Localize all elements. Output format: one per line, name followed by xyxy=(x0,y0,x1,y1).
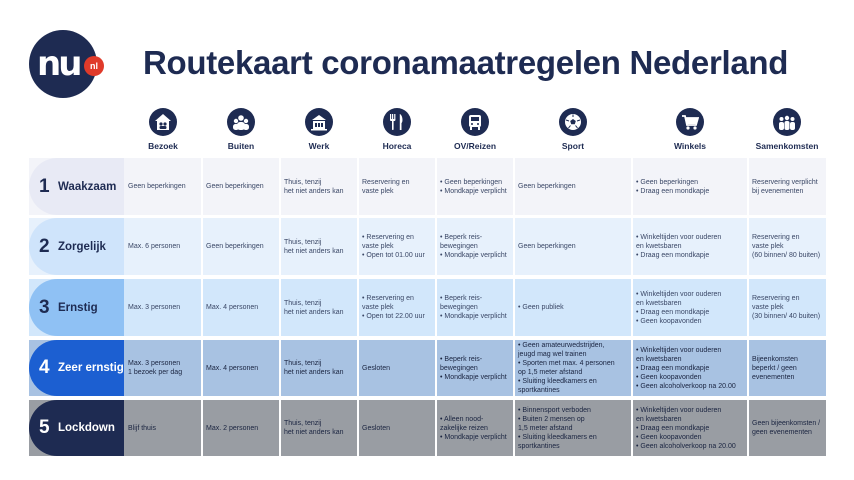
level-badge xyxy=(29,340,124,396)
nu-nl-logo xyxy=(29,30,97,98)
page-title: Routekaart coronamaatregelen Nederland xyxy=(143,44,789,81)
column-divider xyxy=(747,279,749,336)
level-badge xyxy=(29,279,124,336)
column-divider xyxy=(357,218,359,275)
measure-cell-bezoek xyxy=(124,279,202,336)
measure-cell-sport xyxy=(514,400,632,456)
measure-cell-werk xyxy=(280,340,358,396)
column-divider xyxy=(357,158,359,215)
level-number: 1 xyxy=(39,175,50,197)
measure-text: • Open tot 01.00 uur xyxy=(362,252,425,259)
column-divider xyxy=(435,158,437,215)
column-divider xyxy=(357,279,359,336)
measure-cell-sport xyxy=(514,218,632,275)
measure-text: 1,5 meter afstand xyxy=(518,424,573,432)
measure-cell-ov-reizen xyxy=(436,400,514,456)
measure-cell-winkels xyxy=(632,400,748,456)
measure-text: • Mondkapje verplicht xyxy=(440,252,507,259)
measure-text: • Mondkapje verplicht xyxy=(440,187,507,195)
measure-text: • Draag een mondkapje xyxy=(636,252,710,259)
measure-text: Max. 3 personen xyxy=(128,304,181,311)
measure-text: Blijf thuis xyxy=(128,424,157,432)
measure-cell-horeca xyxy=(358,400,436,456)
bus-icon xyxy=(461,108,489,136)
measure-text: • Open tot 22.00 uur xyxy=(362,313,425,320)
measure-text: bewegingen xyxy=(440,304,478,311)
cutlery-icon xyxy=(383,108,411,136)
level-badge xyxy=(29,158,124,215)
column-header-sport xyxy=(514,108,632,152)
measure-text: • Winkeltijden voor ouderen xyxy=(636,406,722,414)
level-row-1 xyxy=(29,158,826,215)
logo-text: nu xyxy=(37,44,80,84)
measure-text: • Geen publiek xyxy=(518,304,564,311)
column-header-bezoek xyxy=(124,108,202,152)
measure-cell-bezoek xyxy=(124,340,202,396)
measure-text: zakelijke reizen xyxy=(440,424,488,432)
column-divider xyxy=(747,340,749,396)
measure-cell-winkels xyxy=(632,158,748,215)
measure-cell-buiten xyxy=(202,279,280,336)
group-people-icon xyxy=(227,108,255,136)
measure-cell-ov-reizen xyxy=(436,218,514,275)
measure-text: vaste plek xyxy=(752,304,784,311)
column-divider xyxy=(279,340,281,396)
measure-text: vaste plek xyxy=(362,304,394,311)
measure-text: vaste plek xyxy=(362,187,394,195)
measure-text: • Reservering en xyxy=(362,295,414,302)
measure-cell-ov-reizen xyxy=(436,279,514,336)
column-header-samenkomsten xyxy=(748,108,826,152)
measure-text: • Sluiting kleedkamers en xyxy=(518,433,597,441)
measure-text: • Alleen nood- xyxy=(440,415,484,423)
measure-text: Geen beperkingen xyxy=(206,183,264,190)
measure-text: • Beperk reis- xyxy=(440,295,483,302)
column-divider xyxy=(631,218,633,275)
measure-text: het niet anders kan xyxy=(284,369,344,376)
measure-text: bij evenementen xyxy=(752,187,804,195)
measure-text: (60 binnen/ 80 buiten) xyxy=(752,252,821,259)
measure-text: 1 bezoek per dag xyxy=(128,369,183,376)
measure-text: • Geen alcoholverkoop na 20.00 xyxy=(636,442,736,450)
measure-cell-horeca xyxy=(358,158,436,215)
measure-text: evenementen xyxy=(752,373,795,381)
column-divider xyxy=(513,279,515,336)
column-header-horeca xyxy=(358,108,436,152)
measure-text: Reservering en xyxy=(752,295,800,302)
measure-text: vaste plek xyxy=(752,243,784,250)
measure-cell-horeca xyxy=(358,340,436,396)
measure-cell-sport xyxy=(514,279,632,336)
measure-text: • Geen koopavonden xyxy=(636,373,702,381)
measure-text: • Geen alcoholverkoop na 20.00 xyxy=(636,382,736,390)
column-divider xyxy=(201,340,203,396)
football-icon xyxy=(559,108,587,136)
crowd-icon xyxy=(773,108,801,136)
measure-text: • Draag een mondkapje xyxy=(636,308,710,316)
level-row-4 xyxy=(29,340,826,396)
measure-cell-winkels xyxy=(632,340,748,396)
column-label: Samenkomsten xyxy=(755,141,819,151)
measure-cell-buiten xyxy=(202,400,280,456)
column-label: Werk xyxy=(308,141,330,151)
measure-text: en kwetsbaren xyxy=(636,355,682,363)
measure-cell-winkels xyxy=(632,218,748,275)
measure-text: • Sporten met max. 4 personen xyxy=(518,360,615,367)
measure-text: (30 binnen/ 40 buiten) xyxy=(752,313,821,320)
column-divider xyxy=(201,279,203,336)
column-divider xyxy=(747,218,749,275)
measure-cell-sport xyxy=(514,158,632,215)
level-name: Zeer ernstig xyxy=(58,362,124,374)
measure-text: • Winkeltijden voor ouderen xyxy=(636,234,722,241)
measure-cell-buiten xyxy=(202,340,280,396)
column-label: Bezoek xyxy=(148,141,178,151)
measure-text: • Buiten 2 mensen op xyxy=(518,415,585,423)
measure-cell-bezoek xyxy=(124,218,202,275)
measure-text: Thuis, tenzij xyxy=(284,238,322,246)
column-divider xyxy=(435,400,437,456)
measure-text: sportkantines xyxy=(518,387,560,394)
measure-text: Reservering en xyxy=(752,234,800,241)
measure-text: • Winkeltijden voor ouderen xyxy=(636,346,722,354)
measure-cell-samenkomsten xyxy=(748,340,826,396)
measure-text: • Sluiting kleedkamers en xyxy=(518,378,597,385)
measure-cell-bezoek xyxy=(124,158,202,215)
measure-text: Geen bijeenkomsten / xyxy=(752,420,821,427)
column-divider xyxy=(513,218,515,275)
measure-cell-werk xyxy=(280,279,358,336)
level-row-3 xyxy=(29,279,826,336)
column-label: Sport xyxy=(561,141,585,151)
measure-text: • Binnensport verboden xyxy=(518,406,591,414)
column-divider xyxy=(435,279,437,336)
level-number: 4 xyxy=(39,357,50,378)
measure-cell-werk xyxy=(280,400,358,456)
column-header-winkels xyxy=(632,108,748,152)
level-number: 2 xyxy=(39,235,50,257)
column-header-ov-reizen xyxy=(436,108,514,152)
measure-text: en kwetsbaren xyxy=(636,299,682,307)
column-divider xyxy=(747,400,749,456)
logo-badge: nl xyxy=(84,56,104,76)
measure-text: Max. 2 personen xyxy=(206,424,259,432)
column-divider xyxy=(631,279,633,336)
measure-cell-ov-reizen xyxy=(436,158,514,215)
measure-text: • Beperk reis- xyxy=(440,355,483,363)
measure-text: • Beperk reis- xyxy=(440,234,483,241)
level-row-5 xyxy=(29,400,826,456)
measure-cell-ov-reizen xyxy=(436,340,514,396)
measure-text: en kwetsbaren xyxy=(636,243,682,250)
measure-text: • Geen amateurwedstrijden, xyxy=(518,342,605,349)
measure-cell-samenkomsten xyxy=(748,400,826,456)
measure-text: • Geen beperkingen xyxy=(636,178,698,186)
column-header-werk xyxy=(280,108,358,152)
measure-text: • Draag een mondkapje xyxy=(636,364,710,372)
measure-text: • Draag een mondkapje xyxy=(636,187,710,195)
column-divider xyxy=(435,340,437,396)
measure-text: Reservering verplicht xyxy=(752,178,818,186)
measure-cell-samenkomsten xyxy=(748,158,826,215)
measure-text: Max. 6 personen xyxy=(128,243,181,250)
measure-text: jeugd mag wel trainen xyxy=(518,351,587,358)
level-number: 5 xyxy=(39,417,50,438)
level-badge xyxy=(29,218,124,275)
measure-cell-werk xyxy=(280,158,358,215)
column-divider xyxy=(357,340,359,396)
measure-text: sportkantines xyxy=(518,442,560,450)
measure-text: het niet anders kan xyxy=(284,429,344,436)
measure-text: op 1,5 meter afstand xyxy=(518,369,583,376)
measure-text: bewegingen xyxy=(440,364,478,372)
measure-cell-bezoek xyxy=(124,400,202,456)
column-label: OV/Reizen xyxy=(453,141,497,151)
level-badge xyxy=(29,400,124,456)
level-row-2 xyxy=(29,218,826,275)
column-label: Horeca xyxy=(382,141,412,151)
level-name: Ernstig xyxy=(58,301,98,314)
column-divider xyxy=(631,400,633,456)
column-divider xyxy=(357,400,359,456)
measure-text: Geen beperkingen xyxy=(128,183,186,190)
measure-text: Geen beperkingen xyxy=(206,243,264,250)
measure-text: Gesloten xyxy=(362,424,391,432)
house-people-icon xyxy=(149,108,177,136)
measure-cell-horeca xyxy=(358,218,436,275)
measure-text: • Geen beperkingen xyxy=(440,178,502,186)
column-divider xyxy=(201,218,203,275)
measure-cell-werk xyxy=(280,218,358,275)
measure-text: Reservering en xyxy=(362,178,410,186)
measure-cell-samenkomsten xyxy=(748,279,826,336)
column-divider xyxy=(279,158,281,215)
measure-text: Thuis, tenzij xyxy=(284,299,322,307)
measure-cell-buiten xyxy=(202,158,280,215)
shopping-cart-icon xyxy=(676,108,704,136)
measure-text: Gesloten xyxy=(362,364,391,372)
measure-text: • Mondkapje verplicht xyxy=(440,433,507,441)
column-divider xyxy=(513,400,515,456)
measure-text: Bijeenkomsten xyxy=(752,355,798,363)
measure-cell-sport xyxy=(514,340,632,396)
measure-text: • Reservering en xyxy=(362,234,414,241)
column-divider xyxy=(279,400,281,456)
measure-text: vaste plek xyxy=(362,243,394,250)
measure-text: geen evenementen xyxy=(752,429,812,436)
measure-text: Geen beperkingen xyxy=(518,183,576,190)
measure-text: en kwetsbaren xyxy=(636,415,682,423)
measure-text: • Mondkapje verplicht xyxy=(440,313,507,320)
measure-text: Max. 4 personen xyxy=(206,364,259,372)
measure-text: beperkt / geen xyxy=(752,364,797,372)
measure-cell-winkels xyxy=(632,279,748,336)
measure-text: het niet anders kan xyxy=(284,187,344,195)
column-divider xyxy=(279,279,281,336)
measure-text: bewegingen xyxy=(440,243,478,250)
column-divider xyxy=(747,158,749,215)
column-label: Winkels xyxy=(673,141,707,151)
measure-text: Max. 3 personen xyxy=(128,360,181,367)
column-divider xyxy=(513,158,515,215)
column-divider xyxy=(279,218,281,275)
measure-text: Thuis, tenzij xyxy=(284,178,322,186)
column-divider xyxy=(201,158,203,215)
measure-text: Thuis, tenzij xyxy=(284,360,322,367)
measure-text: • Geen koopavonden xyxy=(636,317,702,325)
measure-cell-buiten xyxy=(202,218,280,275)
level-name: Waakzaam xyxy=(58,180,117,193)
measure-cell-horeca xyxy=(358,279,436,336)
office-building-icon xyxy=(305,108,333,136)
measure-text: het niet anders kan xyxy=(284,308,344,316)
column-divider xyxy=(513,340,515,396)
column-divider xyxy=(435,218,437,275)
column-divider xyxy=(631,158,633,215)
measure-text: • Winkeltijden voor ouderen xyxy=(636,290,722,298)
measure-text: Max. 4 personen xyxy=(206,304,259,311)
level-name: Zorgelijk xyxy=(58,240,106,253)
measure-text: • Mondkapje verplicht xyxy=(440,373,507,381)
column-divider xyxy=(631,340,633,396)
level-number: 3 xyxy=(39,296,50,318)
measure-text: het niet anders kan xyxy=(284,247,344,255)
measure-text: • Geen koopavonden xyxy=(636,433,702,441)
measure-text: • Draag een mondkapje xyxy=(636,424,710,432)
measure-text: Thuis, tenzij xyxy=(284,420,322,427)
level-name: Lockdown xyxy=(58,422,115,434)
column-label: Buiten xyxy=(227,141,255,151)
measure-text: Geen beperkingen xyxy=(518,243,576,250)
column-header-buiten xyxy=(202,108,280,152)
measure-cell-samenkomsten xyxy=(748,218,826,275)
column-divider xyxy=(201,400,203,456)
